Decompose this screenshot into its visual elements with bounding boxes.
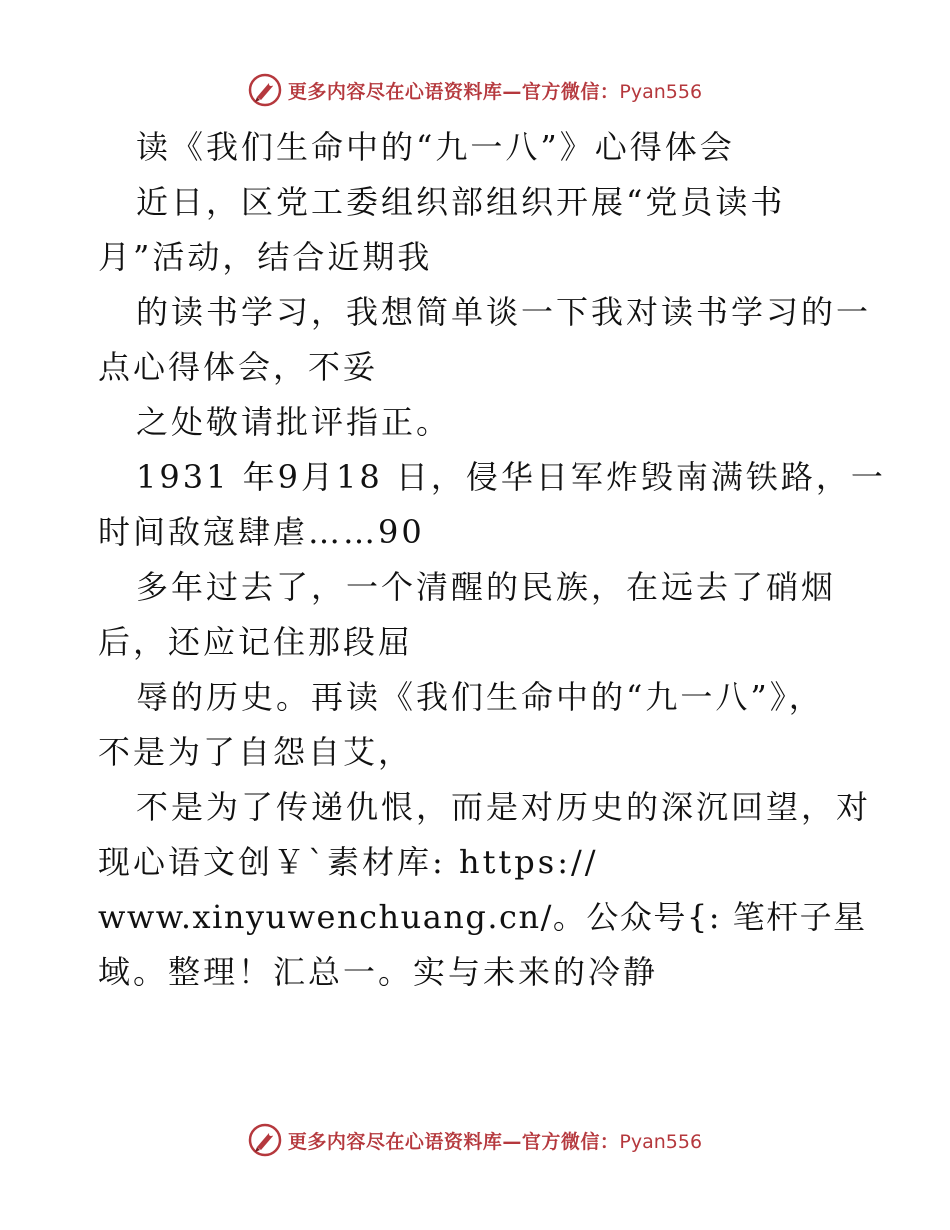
- text-line: 域。整理！汇总一。实与未来的冷静: [98, 953, 659, 991]
- text-line: 不是为了传递仇恨，而是对历史的深沉回望，对: [136, 788, 872, 826]
- text-line: www.xinyuwenchuang.cn/。公众号{: 笔杆子星: [98, 898, 867, 936]
- banner-label: 更多内容尽在心语资料库—官方微信：: [287, 1130, 620, 1153]
- header-banner: [0, 70, 950, 110]
- pen-logo-icon: [248, 1123, 282, 1157]
- pen-logo-icon: [248, 73, 282, 107]
- text-line: 之处敬请批评指正。: [136, 403, 452, 441]
- banner-label: 更多内容尽在心语资料库—官方微信：: [287, 80, 620, 103]
- text-line: 现心语文创￥`素材库: https://: [98, 843, 599, 881]
- text-line: 多年过去了，一个清醒的民族，在远去了硝烟: [136, 568, 837, 606]
- text-line: 辱的历史。再读《我们生命中的“九一八”》，: [136, 678, 824, 716]
- text-line: 月”活动，结合近期我: [98, 238, 433, 276]
- document-title: 读《我们生命中的“九一八”》心得体会: [136, 128, 735, 166]
- banner-text: [288, 77, 702, 104]
- banner-text: [288, 1127, 702, 1154]
- text-line: 点心得体会，不妥: [98, 348, 379, 386]
- text-line: 时间敌寇肆虐……90: [98, 513, 425, 551]
- text-line: 后，还应记住那段屈: [98, 623, 414, 661]
- footer-banner: [0, 1120, 950, 1160]
- text-line: 近日，区党工委组织部组织开展“党员读书: [136, 183, 786, 221]
- wechat-handle: Pyan556: [619, 80, 703, 103]
- text-line: 的读书学习，我想简单谈一下我对读书学习的一: [136, 293, 872, 331]
- document-body: [98, 120, 886, 1000]
- text-line: 不是为了自怨自艾，: [98, 733, 414, 771]
- text-line: 1931 年9月18 日，侵华日军炸毁南满铁路，一: [136, 458, 886, 496]
- wechat-handle: Pyan556: [619, 1130, 703, 1153]
